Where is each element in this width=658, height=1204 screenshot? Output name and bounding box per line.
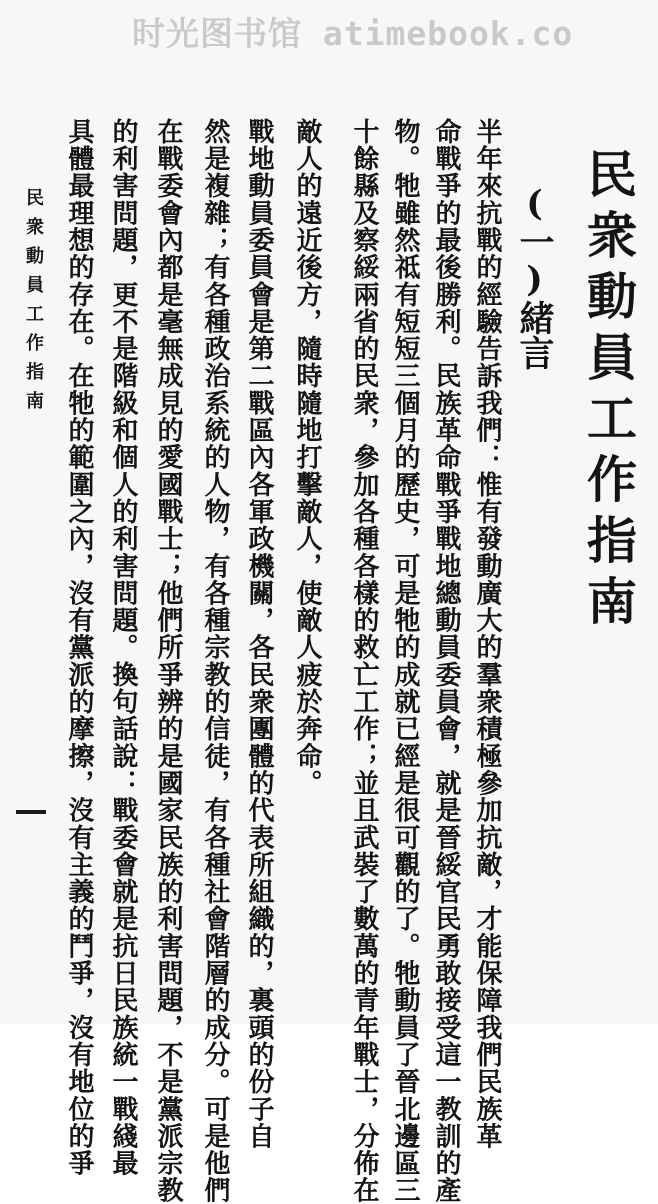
body-line-10: 具體最理想的存在。在牠的範圍之內，沒有黨派的摩擦，沒有主義的鬥爭，沒有地位的爭 bbox=[64, 118, 94, 1177]
body-line-2: 命戰爭的最後勝利。民族革命戰爭戰地總動員委員會，就是晉綏官民勇敢接受這一教訓的產 bbox=[431, 118, 461, 1204]
watermark: 时光图书馆 atimebook.co bbox=[132, 14, 574, 53]
section-heading: (一)緒言 bbox=[514, 183, 555, 370]
body-line-4: 十餘縣及察綏兩省的民衆，參加各種各樣的救亡工作；並且武裝了數萬的青年戰士，分佈在 bbox=[349, 118, 379, 1204]
page-number bbox=[16, 810, 46, 814]
body-line-8: 在戰委會內都是毫無成見的愛國戰士；他們所爭辨的是國家民族的利害問題，不是黨派宗教 bbox=[153, 118, 183, 1204]
body-line-9: 的利害問題，更不是階級和個人的利害問題。換句話說：戰委會就是抗日民族統一戰綫最 bbox=[108, 118, 138, 1177]
body-line-5: 敵人的遠近後方，隨時隨地打擊敵人，使敵人疲於奔命。 bbox=[292, 118, 322, 797]
body-line-1: 半年來抗戰的經驗告訴我們：惟有發動廣大的羣衆積極參加抗敵，才能保障我們民族革 bbox=[472, 118, 502, 1150]
body-line-7: 然是複雜；有各種政治系統的人物，有各種宗教的信徒，有各種社會階層的成分。可是他們 bbox=[200, 118, 230, 1204]
running-head: 民衆動員工作指南 bbox=[23, 188, 44, 420]
book-title: 民衆動員工作指南 bbox=[579, 148, 638, 636]
body-line-6: 戰地動員委員會是第二戰區內各軍政機關，各民衆團體的代表所組織的，裏頭的份子自 bbox=[244, 118, 274, 1150]
body-line-3: 物。牠雖然祗有短短三個月的歷史，可是牠的成就已經是很可觀的了。牠動員了晉北邊區三 bbox=[390, 118, 420, 1204]
